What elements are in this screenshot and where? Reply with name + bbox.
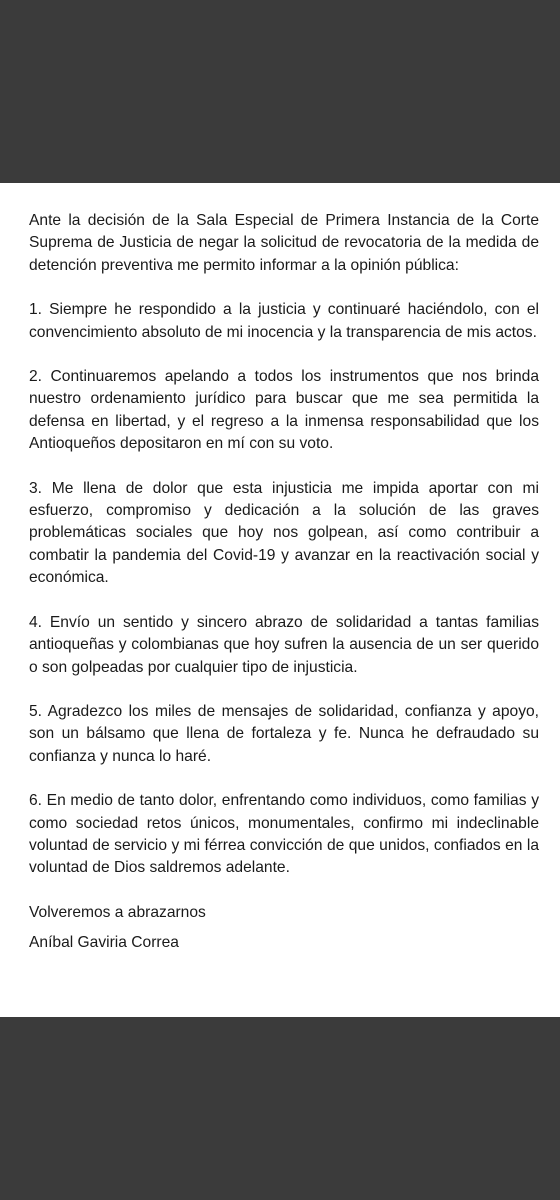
point-5-paragraph: 5. Agradezco los miles de mensajes de solidaridad, confianza y apoyo, son un bálsamo que llena de fortaleza y fe. Nunca he defraudado su confianza y nunca lo haré.	[29, 702, 539, 765]
statement-content	[29, 210, 539, 955]
point-3-paragraph: 3. Me llena de dolor que esta injusticia me impida aportar con mi esfuerzo, compromiso y dedicación a la solución de las graves problemáticas sociales que hoy nos golpean, así como contribuir a combatir la pandemia del Covid-19 y avanzar en la reactivación social y económica.	[29, 479, 539, 587]
point-1-paragraph: 1. Siempre he respondido a la justicia y continuaré haciéndolo, con el convencimiento absoluto de mi inocencia y la transparencia de mis actos.	[29, 301, 539, 341]
bottom-dark-band	[0, 1017, 560, 1200]
point-4-paragraph: 4. Envío un sentido y sincero abrazo de solidaridad a tantas familias antioqueñas y colombianas que hoy sufren la ausencia de un ser querido o son golpeadas por cualquier tipo de injusticia.	[29, 613, 539, 676]
point-2-paragraph: 2. Continuaremos apelando a todos los instrumentos que nos brinda nuestro ordenamiento jurídico para buscar que me sea permitida la defensa en libertad, y el regreso a la inmensa responsabilidad que los Antioqueños depositaron en mí con su voto.	[29, 368, 539, 453]
closing-line: Volveremos a abrazarnos	[29, 903, 206, 921]
point-6-paragraph: 6. En medio de tanto dolor, enfrentando como individuos, como familias y como sociedad retos únicos, monumentales, confirmo mi indeclinable voluntad de servicio y mi férrea convicción de que unidos, confiados en la voluntad de Dios saldremos adelante.	[29, 792, 539, 877]
signature-name: Aníbal Gaviria Correa	[29, 934, 179, 952]
intro-paragraph: Ante la decisión de la Sala Especial de Primera Instancia de la Corte Suprema de Justicia de negar la solicitud de revocatoria de la medida de detención preventiva me permito informar a la opinión pública:	[29, 212, 539, 274]
statement-sheet	[0, 183, 560, 1017]
top-dark-band	[0, 0, 560, 183]
